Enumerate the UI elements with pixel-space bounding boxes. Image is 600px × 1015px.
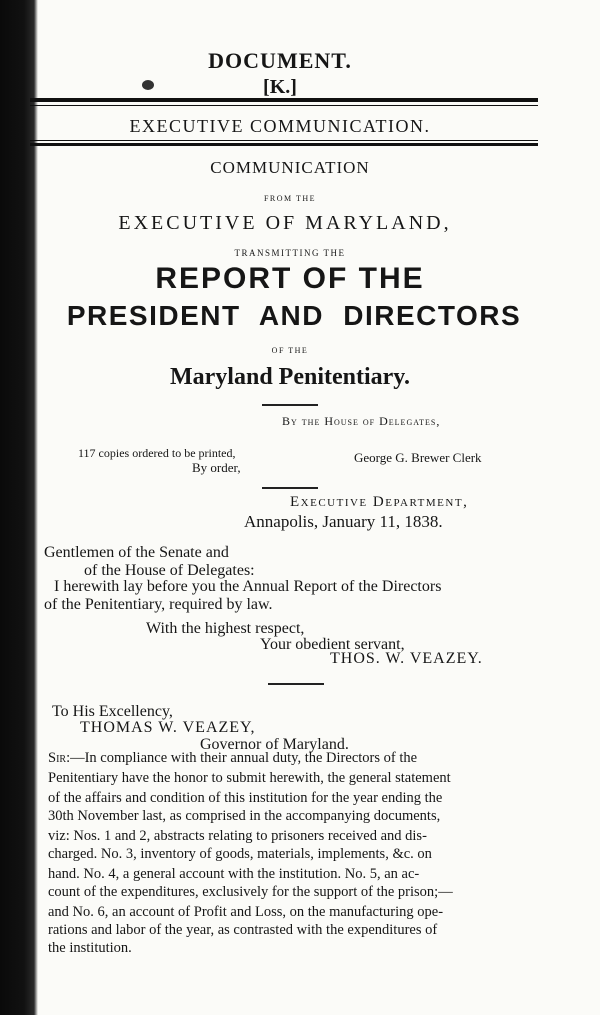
- president-directors-heading: PRESIDENT AND DIRECTORS: [66, 300, 522, 331]
- letter-line-11: the institution.: [48, 940, 132, 956]
- communication-heading: COMMUNICATION: [210, 158, 370, 177]
- address-line-2: THOMAS W. VEAZEY,: [80, 719, 256, 736]
- address-line-1: To His Excellency,: [52, 703, 173, 720]
- of-the: OF THE: [271, 346, 309, 355]
- binding-edge: [0, 0, 38, 1015]
- executive-department: Executive Department,: [290, 494, 469, 510]
- top-rule-thick: [30, 98, 538, 102]
- letter-line-7: hand. No. 4, a general account with the institution. No. 5, an ac-: [48, 866, 420, 882]
- transmitting-the: TRANSMITTING THE: [234, 248, 346, 258]
- signature: THOS. W. VEAZEY.: [330, 650, 483, 667]
- message-line-1: I herewith lay before you the Annual Report of the Directors: [54, 578, 442, 595]
- letter-line-5: viz: Nos. 1 and 2, abstracts relating to prisoners received and dis-: [48, 828, 427, 844]
- top-rule-thin: [30, 105, 538, 106]
- message-line-2: of the Penitentiary, required by law.: [44, 596, 273, 613]
- letter-line-2: Penitentiary have the honor to submit herewith, the general statement: [48, 770, 451, 786]
- divider-1: [262, 404, 318, 406]
- address-line-3: Governor of Maryland.: [200, 736, 349, 753]
- institution-name: Maryland Penitentiary.: [170, 364, 410, 390]
- letter-line-10: rations and labor of the year, as contrasted with the expenditures of: [48, 922, 438, 938]
- ink-blot: [142, 80, 154, 90]
- banner-rule-thin: [30, 140, 538, 141]
- by-house-of-delegates: By the House of Delegates,: [282, 414, 441, 428]
- letter-salutation: Sir:: [48, 750, 71, 766]
- letter-line-4: 30th November last, as comprised in the accompanying documents,: [48, 808, 441, 824]
- letter-line-1-text: —In compliance with their annual duty, the Directors of the: [70, 750, 418, 766]
- banner-title: EXECUTIVE COMMUNICATION.: [129, 116, 431, 136]
- executive-of-maryland: EXECUTIVE OF MARYLAND,: [118, 212, 452, 234]
- document-letter: [K.]: [263, 76, 297, 98]
- closing-line-2: Your obedient servant,: [260, 636, 405, 653]
- by-order: By order,: [192, 460, 241, 475]
- letter-line-8: count of the expenditures, exclusively for the support of the prison;—: [48, 884, 453, 900]
- document-title: DOCUMENT.: [208, 48, 352, 73]
- banner-rule-thick: [30, 143, 538, 146]
- copies-ordered: 117 copies ordered to be printed,: [78, 446, 236, 460]
- salutation-line-2: of the House of Delegates:: [84, 562, 255, 579]
- divider-2: [262, 487, 318, 489]
- letter-line-1: [48, 750, 417, 767]
- from-the: FROM THE: [263, 194, 317, 203]
- letter-line-9: and No. 6, an account of Profit and Loss, on the manufacturing ope-: [48, 904, 444, 920]
- place-date: Annapolis, January 11, 1838.: [244, 512, 443, 531]
- report-heading: REPORT OF THE: [155, 262, 425, 295]
- letter-line-6: charged. No. 3, inventory of goods, materials, implements, &c. on: [48, 846, 432, 862]
- divider-3: [268, 683, 324, 685]
- salutation-line-1: Gentlemen of the Senate and: [44, 544, 229, 561]
- letter-line-3: of the affairs and condition of this institution for the year ending the: [48, 790, 443, 806]
- closing-line-1: With the highest respect,: [146, 620, 305, 637]
- clerk-name: George G. Brewer Clerk: [354, 450, 482, 465]
